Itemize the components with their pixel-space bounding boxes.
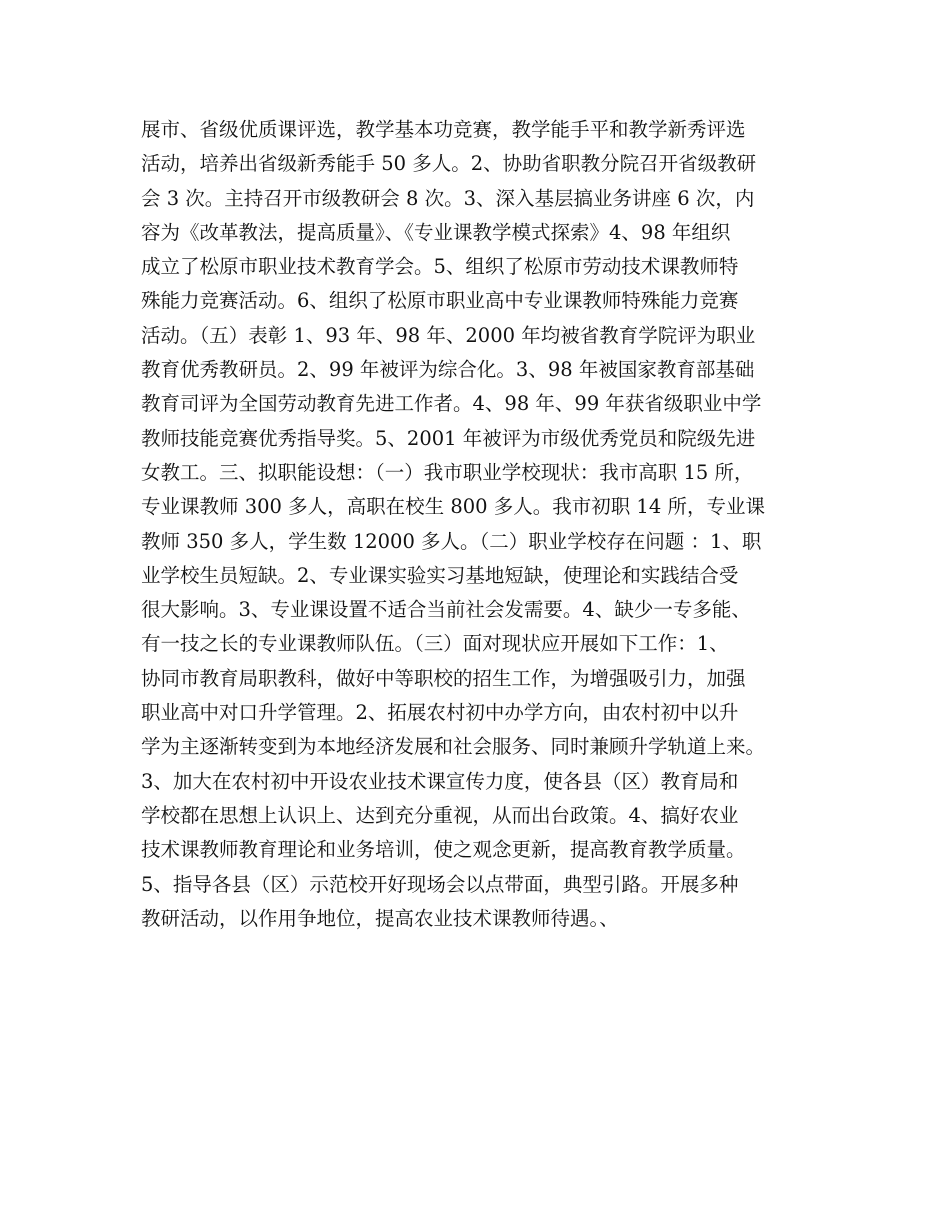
- text-line: 职业高中对口升学管理。2、拓展农村初中办学方向，由农村初中以升: [141, 701, 739, 725]
- text-line: 会 3 次。主持召开市级教研会 8 次。3、深入基层搞业务讲座 6 次，内: [141, 186, 755, 210]
- text-line: 教研活动，以作用争地位，提高农业技术课教师待遇。、: [141, 906, 619, 930]
- text-line: 技术课教师教育理论和业务培训，使之观念更新，提高教育教学质量。: [141, 838, 746, 862]
- text-line: 活动。（五）表彰 1、93 年、98 年、2000 年均被省教育学院评为职业: [141, 323, 756, 347]
- text-line: 殊能力竞赛活动。6、组织了松原市职业高中专业课教师特殊能力竞赛: [141, 289, 739, 313]
- text-line: 协同市教育局职教科，做好中等职校的招生工作，为增强吸引力，加强: [141, 666, 746, 690]
- text-line: 展市、省级优质课评选，教学基本功竞赛，教学能手平和教学新秀评选: [141, 118, 746, 141]
- text-line: 业学校生员短缺。2、专业课实验实习基地短缺，使理论和实践结合受: [141, 563, 739, 587]
- text-line: 学为主逐渐转变到为本地经济发展和社会服务、同时兼顾升学轨道上来。: [141, 735, 766, 759]
- text-line: 活动，培养出省级新秀能手 50 多人。2、协助省职教分院召开省级教研: [141, 152, 757, 176]
- text-line: 教师 350 多人，学生数 12000 多人。（二）职业学校存在问题 ：1、职: [141, 529, 762, 553]
- body-text: [141, 113, 831, 936]
- text-line: 有一技之长的专业课教师队伍。（三）面对现状应开展如下工作：1、: [141, 632, 729, 656]
- text-line: 专业课教师 300 多人，高职在校生 800 多人。我市初职 14 所，专业课: [141, 495, 765, 519]
- text-line: 教师技能竞赛优秀指导奖。5、2001 年被评为市级优秀党员和院级先进: [141, 426, 756, 450]
- text-line: 很大影响。3、专业课设置不适合当前社会发需要。4、缺少一专多能、: [141, 598, 751, 622]
- text-line: 教育司评为全国劳动教育先进工作者。4、98 年、99 年获省级职业中学: [141, 392, 762, 416]
- text-line: 容为《改革教法，提高质量》、《专业课教学模式探索》4、98 年组织: [141, 220, 731, 244]
- text-line: 5、指导各县（区）示范校开好现场会以点带面，典型引路。开展多种: [141, 872, 739, 896]
- text-line: 教育优秀教研员。2、99 年被评为综合化。3、98 年被国家教育部基础: [141, 358, 755, 382]
- text-line: 3、加大在农村初中开设农业技术课宣传力度，使各县（区）教育局和: [141, 769, 739, 793]
- text-line: 女教工。三、拟职能设想：（一）我市职业学校现状：我市高职 15 所，: [141, 460, 754, 484]
- text-line: 学校都在思想上认识上、达到充分重视，从而出台政策。4、搞好农业: [141, 803, 739, 827]
- text-line: 成立了松原市职业技术教育学会。5、组织了松原市劳动技术课教师特: [141, 255, 739, 279]
